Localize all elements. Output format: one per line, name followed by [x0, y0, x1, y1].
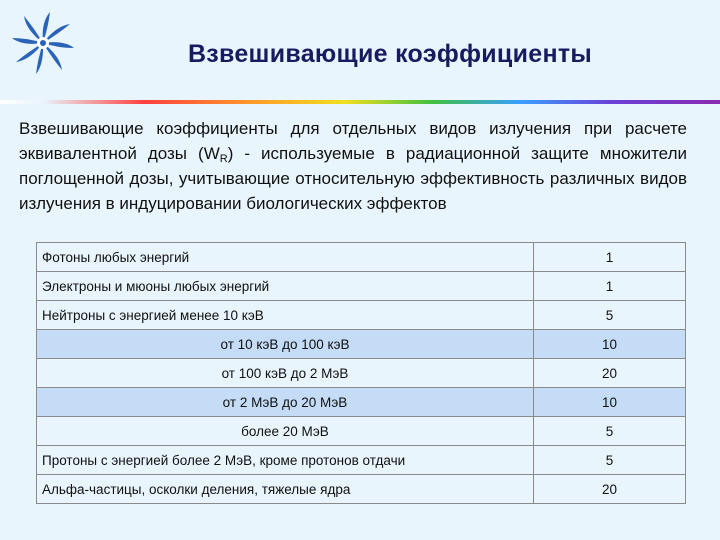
table-row: [37, 475, 686, 504]
table-row: [37, 359, 686, 388]
table-row: [37, 243, 686, 272]
radiation-type-cell: более 20 МэВ: [37, 417, 534, 446]
table-row: [37, 417, 686, 446]
intro-subscript: R: [219, 153, 228, 165]
table-row: [37, 272, 686, 301]
slide-title: Взвешивающие коэффициенты: [187, 40, 593, 68]
intro-paragraph: [19, 116, 687, 216]
weighting-factor-cell: 10: [534, 388, 686, 417]
logo-icon: [8, 8, 78, 78]
weighting-factor-cell: 10: [534, 330, 686, 359]
intro-text-start: Взвешивающие коэффициенты для отдельных видов излучения при расчете эквивалентной дозы (W: [19, 119, 687, 163]
weighting-factor-cell: 5: [534, 417, 686, 446]
table-row: [37, 446, 686, 475]
radiation-type-cell: Нейтроны с энергией менее 10 кэВ: [37, 301, 534, 330]
weighting-factor-cell: 5: [534, 446, 686, 475]
radiation-type-cell: Электроны и мюоны любых энергий: [37, 272, 534, 301]
table-row: [37, 301, 686, 330]
radiation-type-cell: от 10 кэВ до 100 кэВ: [37, 330, 534, 359]
blue-spiral-logo-icon: [8, 8, 78, 78]
radiation-type-cell: Альфа-частицы, осколки деления, тяжелые ядра: [37, 475, 534, 504]
radiation-type-cell: от 100 кэВ до 2 МэВ: [37, 359, 534, 388]
weighting-factors-table: [36, 242, 686, 504]
weighting-factor-cell: 1: [534, 272, 686, 301]
table-row: [37, 388, 686, 417]
radiation-type-cell: Фотоны любых энергий: [37, 243, 534, 272]
weighting-factor-cell: 20: [534, 475, 686, 504]
weighting-factor-cell: 5: [534, 301, 686, 330]
weighting-factor-cell: 1: [534, 243, 686, 272]
rainbow-divider: [0, 100, 720, 104]
weighting-factor-cell: 20: [534, 359, 686, 388]
table-row: [37, 330, 686, 359]
radiation-type-cell: Протоны с энергией более 2 МэВ, кроме протонов отдачи: [37, 446, 534, 475]
radiation-type-cell: от 2 МэВ до 20 МэВ: [37, 388, 534, 417]
intro-text-end: ) - используемые в радиационной защите множители поглощенной дозы, учитывающие относительную эффективность различных видов излучения в индуцировании биологических эффектов: [19, 144, 687, 213]
